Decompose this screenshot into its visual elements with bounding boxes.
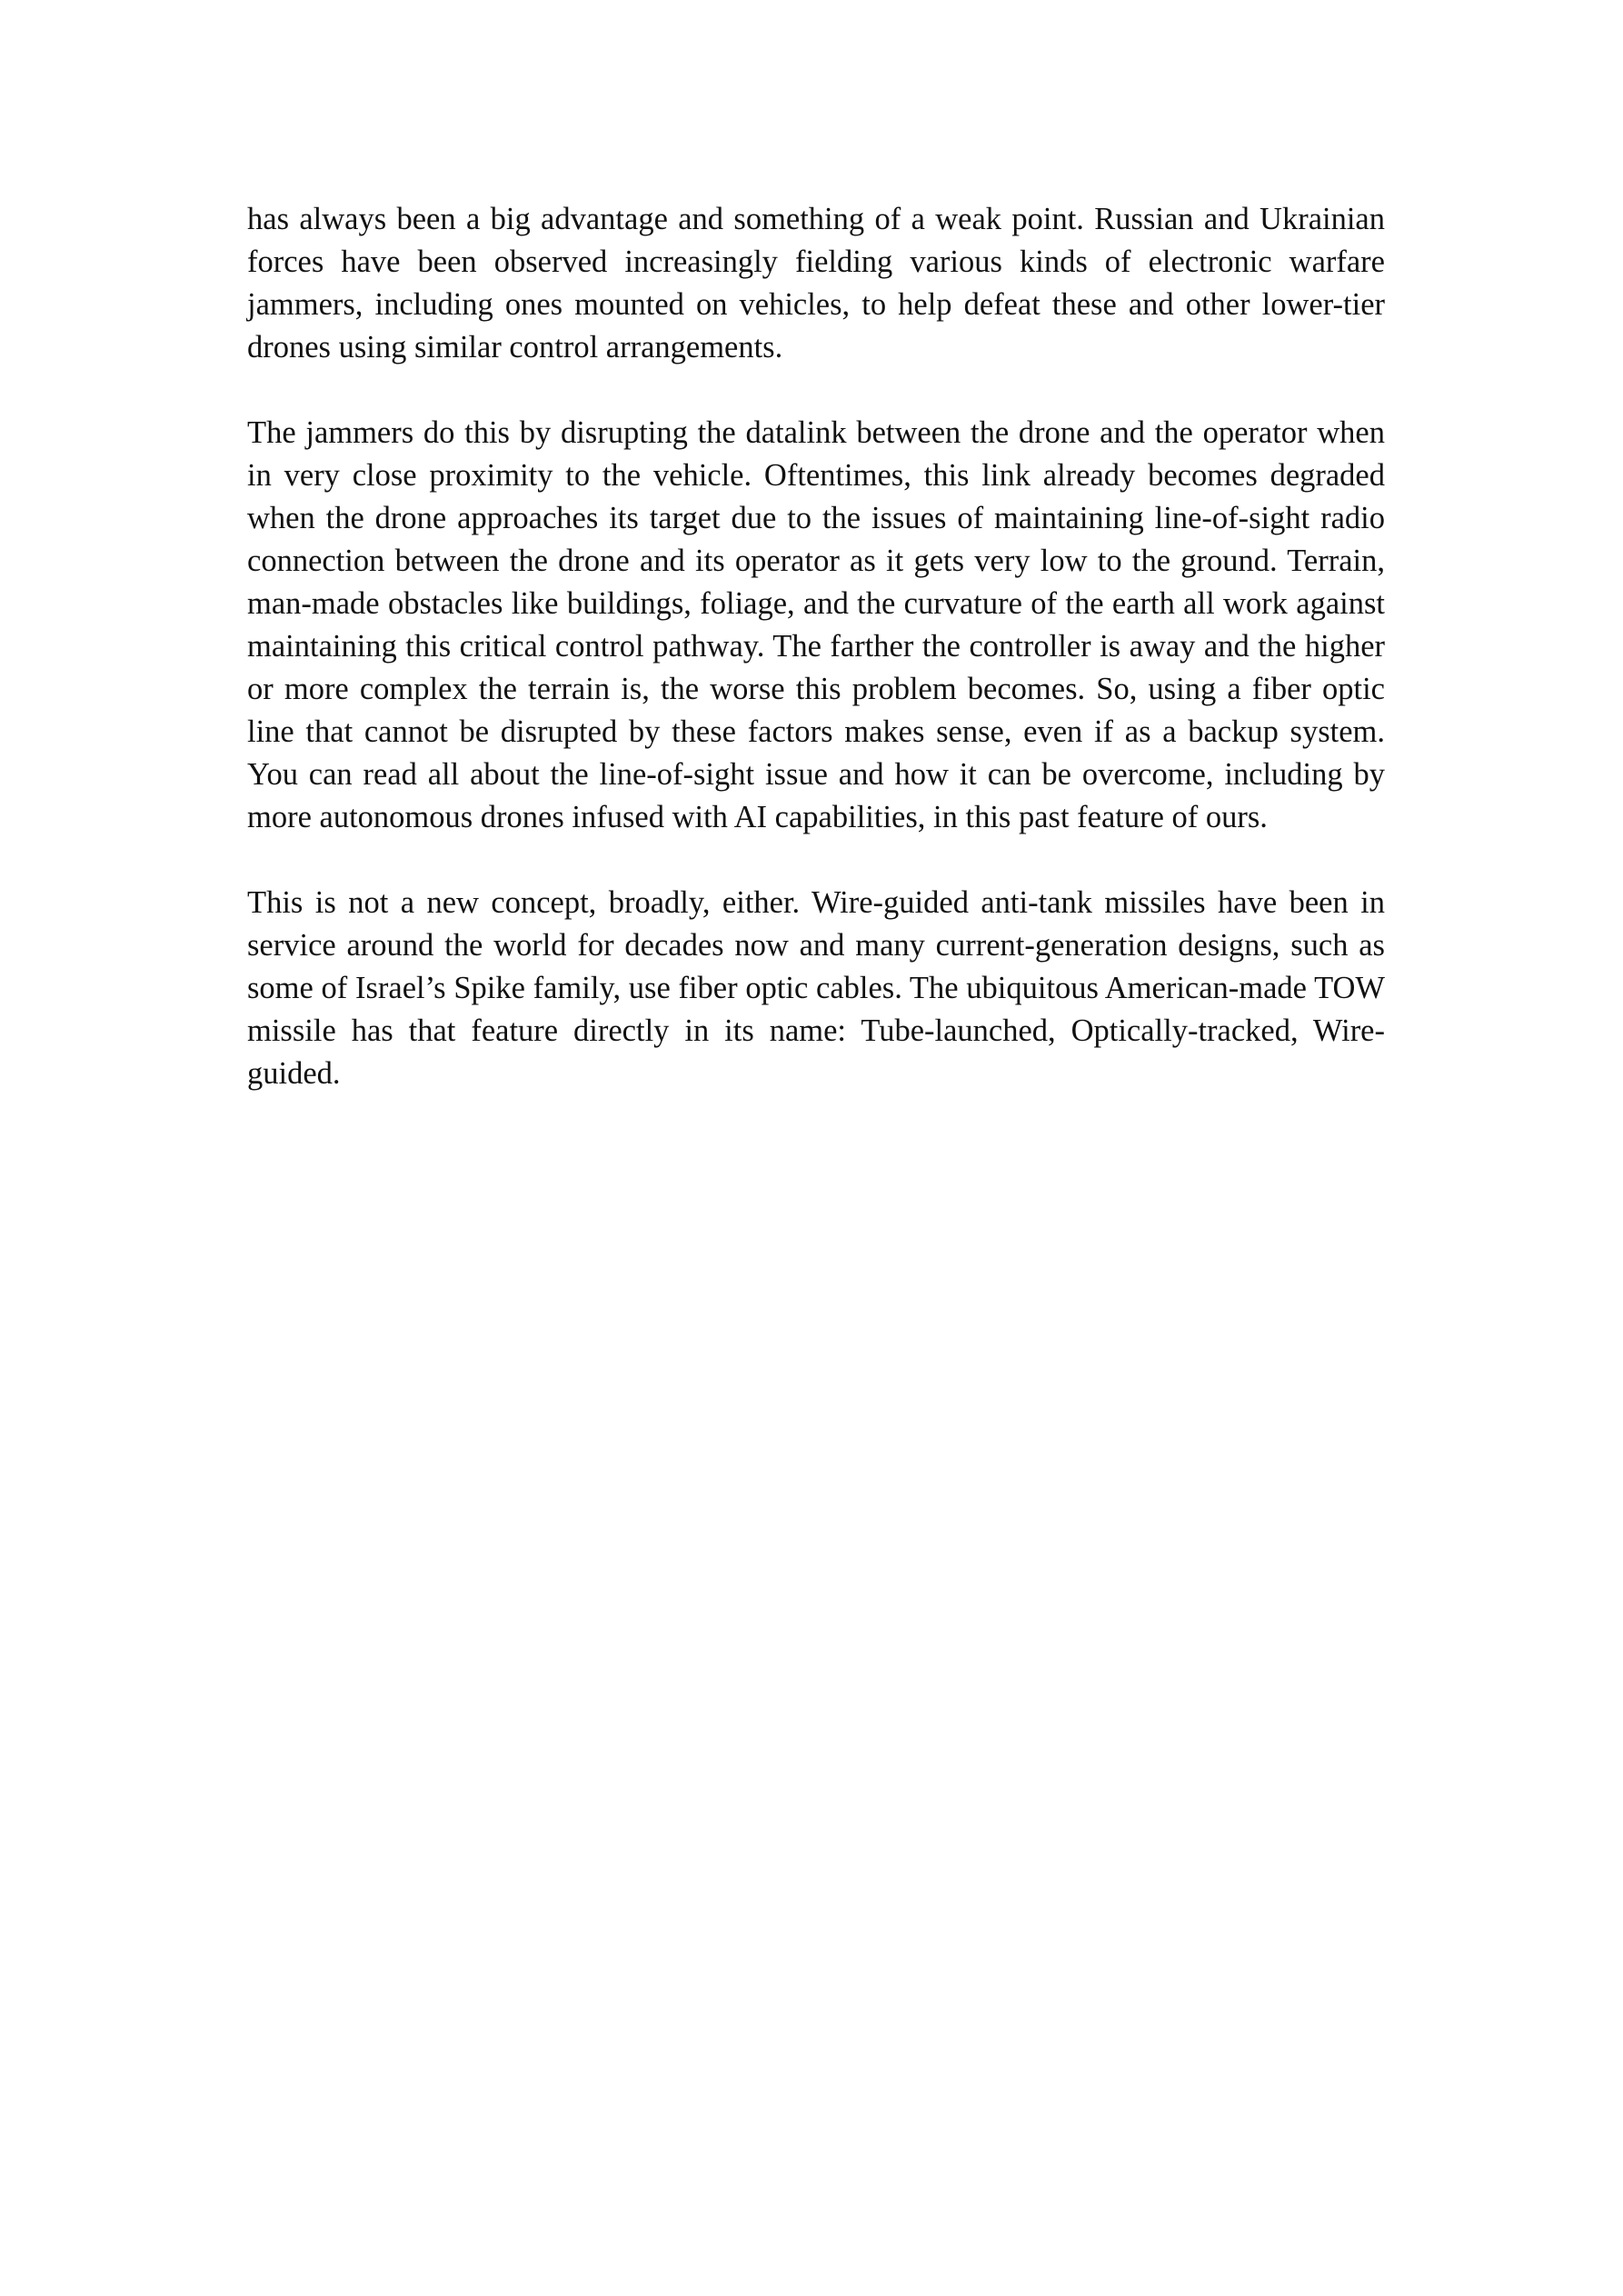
paragraph-1: has always been a big advantage and something of a weak point. Russian and Ukrainian forces have been observed increasingly fielding various kinds of electronic warfare jammers, including ones mounted on vehicles, to help defeat these and other lower-tier drones using similar control arrangements. — [247, 202, 1385, 364]
paragraph-2: The jammers do this by disrupting the datalink between the drone and the operator when in very close proximity to the vehicle. Oftentimes, this link already becomes degraded when the drone approaches its target due to the issues of maintaining line-of-sight radio connection between the drone and its operator as it gets very low to the ground. Terrain, man-made obstacles like buildings, foliage, and the curvature of the earth all work against maintaining this critical control pathway. The farther the controller is away and the higher or more complex the terrain is, the worse this problem becomes. So, using a fiber optic line that cannot be disrupted by these factors makes sense, even if as a backup system. You can read all about the line-of-sight issue and how it can be overcome, including by more autonomous drones infused with AI capabilities, in this past feature of ours. — [247, 415, 1385, 834]
document-body — [247, 198, 1385, 1138]
paragraph-3: This is not a new concept, broadly, either. Wire-guided anti-tank missiles have been in service around the world for decades now and many current-generation designs, such as some of Israel’s Spike family, use fiber optic cables. The ubiquitous American-made TOW missile has that feature directly in its name: Tube-launched, Optically-tracked, Wire-guided. — [247, 885, 1385, 1091]
